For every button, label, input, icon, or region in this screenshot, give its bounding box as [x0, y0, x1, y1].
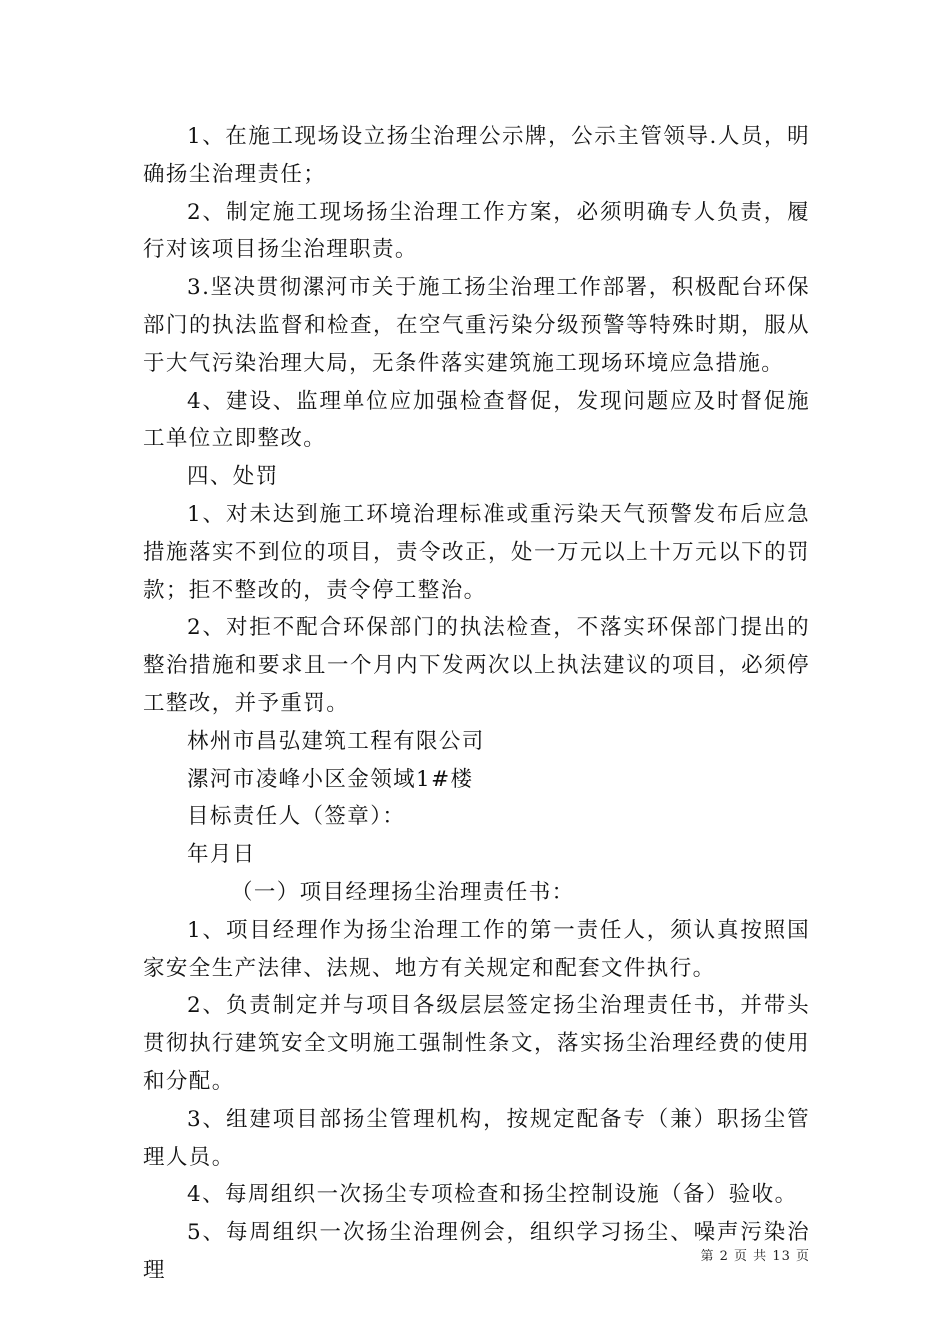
project-location: 漯河市凌峰小区金领域1#楼 [187, 766, 474, 792]
paragraph-item-2: 2、制定施工现场扬尘治理工作方案，必须明确专人负责，履行对该项目扬尘治理职责。 [143, 199, 810, 263]
company-name: 林州市昌弘建筑工程有限公司 [187, 728, 485, 754]
penalty-item-1: 1、对未达到施工环境治理标准或重污染天气预警发布后应急措施落实不到位的项目，责令改正，处一万元以上十万元以下的罚款；拒不整改的，责令停工整治。 [143, 501, 810, 603]
paragraph-item-1: 1、在施工现场设立扬尘治理公示牌，公示主管领导.人员，明确扬尘治理责任； [143, 124, 810, 187]
date-line: 年月日 [187, 842, 256, 868]
manager-item-4: 4、每周组织一次扬尘专项检查和扬尘控制设施（备）验收。 [187, 1182, 798, 1208]
manager-item-5: 5、每周组织一次扬尘治理例会，组织学习扬尘、噪声污染治理 [143, 1220, 810, 1283]
paragraph-item-4: 4、建设、监理单位应加强检查督促，发现问题应及时督促施工单位立即整改。 [143, 388, 810, 452]
manager-item-1: 1、项目经理作为扬尘治理工作的第一责任人，须认真按照国家安全生产法律、法规、地方有关规定和配套文件执行。 [143, 917, 810, 981]
section-heading-manager: （一）项目经理扬尘治理责任书： [231, 879, 575, 905]
penalty-item-2: 2、对拒不配合环保部门的执法检查，不落实环保部门提出的整治措施和要求且一个月内下发两次以上执法建议的项目，必须停工整改，并予重罚。 [143, 615, 810, 716]
responsible-person-signature: 目标责任人（签章）： [187, 804, 406, 830]
section-heading-penalty: 四、处罚 [187, 464, 279, 490]
document-body [143, 118, 810, 1290]
manager-item-2: 2、负责制定并与项目各级层层签定扬尘治理责任书，并带头贯彻执行建筑安全文明施工强制性条文，落实扬尘治理经费的使用和分配。 [143, 993, 810, 1094]
manager-item-3: 3、组建项目部扬尘管理机构，按规定配备专（兼）职扬尘管理人员。 [143, 1106, 810, 1170]
paragraph-item-3: 3.坚决贯彻漯河市关于施工扬尘治理工作部署，积极配台环保部门的执法监督和检查，在空气重污染分级预警等特殊时期，服从于大气污染治理大局，无条件落实建筑施工现场环境应急措施。 [143, 275, 810, 376]
page-number: 第 2 页 共 13 页 [700, 1249, 810, 1264]
